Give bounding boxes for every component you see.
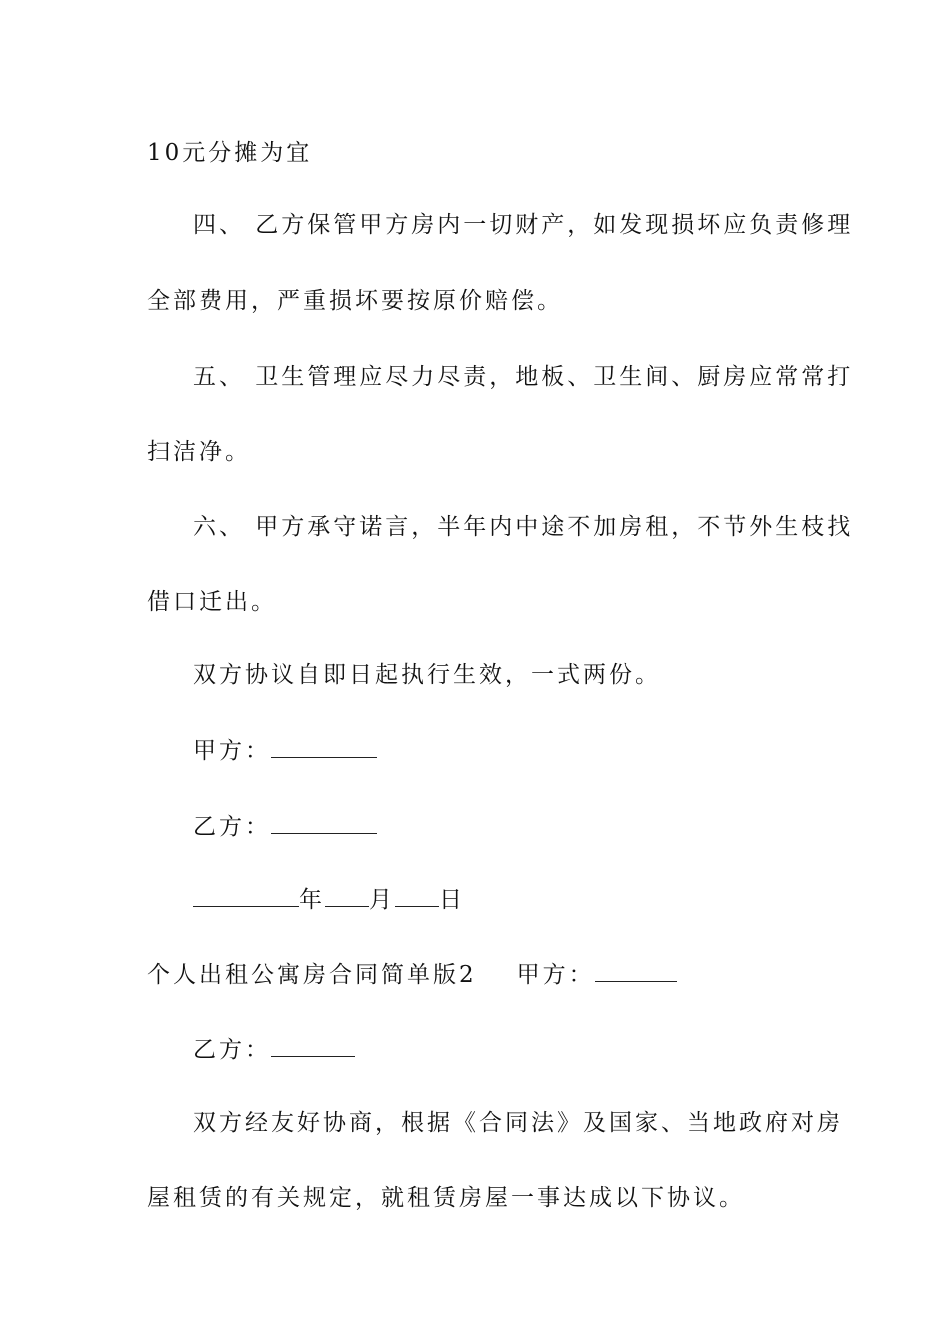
contract2-intro-cont: 屋租赁的有关规定，就租赁房屋一事达成以下协议。 <box>147 1185 745 1211</box>
month-blank <box>325 884 369 907</box>
party-a-label: 甲方： <box>193 738 271 764</box>
contract2-intro: 双方经友好协商，根据《合同法》及国家、当地政府对房 <box>193 1110 843 1136</box>
party-b-label: 乙方： <box>193 814 271 840</box>
contract2-party-b-label: 乙方： <box>193 1037 271 1063</box>
clause-four: 四、 乙方保管甲方房内一切财产，如发现损坏应负责修理 <box>193 212 854 238</box>
clause-five: 五、 卫生管理应尽力尽责，地板、卫生间、厨房应常常打 <box>193 364 854 390</box>
day-label: 日 <box>439 887 465 913</box>
contract2-party-a-blank <box>595 959 677 982</box>
party-b-blank <box>271 811 377 834</box>
day-blank <box>395 884 439 907</box>
contract2-party-b-blank <box>271 1034 355 1057</box>
clause-six: 六、 甲方承守诺言，半年内中途不加房租，不节外生枝找 <box>193 514 854 540</box>
agreement-effective: 双方协议自即日起执行生效，一式两份。 <box>193 662 661 688</box>
contract2-heading <box>147 959 677 990</box>
signature-party-b <box>193 811 377 842</box>
signature-date <box>193 884 465 915</box>
party-a-blank <box>271 735 377 758</box>
clause-six-cont: 借口迁出。 <box>147 589 277 615</box>
year-blank <box>193 884 299 907</box>
paragraph-line: 10元分摊为宜 <box>147 140 313 166</box>
signature-party-a <box>193 735 377 766</box>
contract2-title: 个人出租公寓房合同简单版2 <box>147 962 477 988</box>
clause-five-cont: 扫洁净。 <box>147 439 251 465</box>
year-label: 年 <box>299 887 325 913</box>
month-label: 月 <box>369 887 395 913</box>
contract2-party-a-label: 甲方： <box>516 962 595 988</box>
clause-four-cont: 全部费用，严重损坏要按原价赔偿。 <box>147 288 563 314</box>
contract2-party-b <box>193 1034 355 1065</box>
